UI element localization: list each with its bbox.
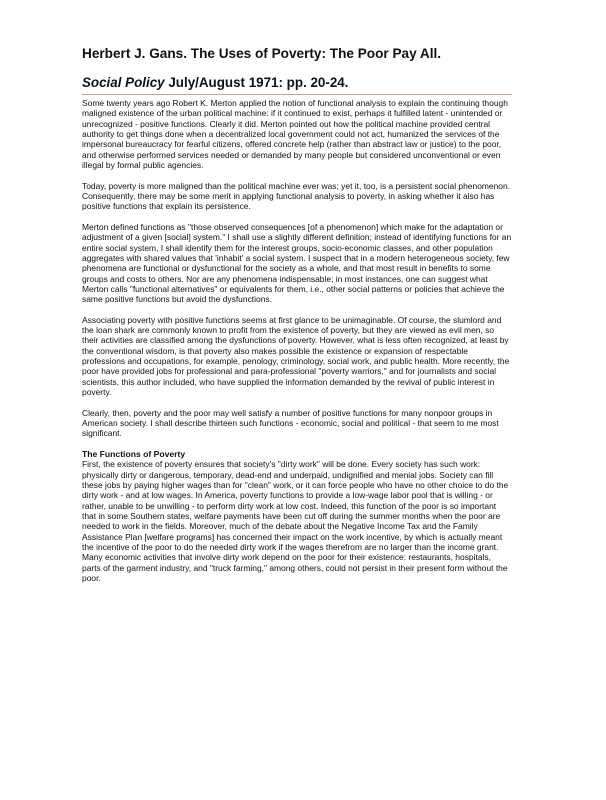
paragraph-1: Some twenty years ago Robert K. Merton applied the notion of functional analysis to explain the continuing though maligned existence of the urban political machine: if it continued to exist, perhaps it fulfilled latent - unintended or unrecognized - positive functions. Clearly it did. Merton pointed out how the political machine provided central authority to get things done when a decentralized local government could not act, humanized the services of the impersonal bureaucracy for fearful citizens, offered concrete help (rather than abstract law or justice) to the poor, and otherwise performed services needed or demanded by many people but considered unconventional or even illegal by formal public agencies. (82, 98, 508, 171)
issue-details: July/August 1971: pp. 20-24. (164, 75, 349, 90)
header-divider (82, 94, 512, 95)
journal-name: Social Policy (82, 75, 165, 90)
citation-line (82, 75, 348, 90)
article-body (82, 98, 512, 594)
paragraph-2: Today, poverty is more maligned than the political machine ever was; yet it, too, is a persistent social phenomenon. Consequently, there may be some merit in applying functional analysis to poverty, in asking whether it also has positive functions that explain its persistence. (82, 180, 511, 212)
paragraph-5: Clearly, then, poverty and the poor may well satisfy a number of positive functions for many nonpoor groups in American society. I shall describe thirteen such functions - economic, social and political - that seem to me most significant. (82, 407, 499, 439)
paragraph-4: Associating poverty with positive functions seems at first glance to be unimaginable. Of course, the slumlord and the loan shark are commonly known to profit from the existence of poverty, but they are viewed as evil men, so their activities are classified among the dysfunctions of poverty. However, what is less often recognized, at least by the conventional wisdom, is that poverty also makes possible the existence or expansion of respectable professions and occupations, for example, penology, criminology, social work, and public health. More recently, the poor have provided jobs for professional and para-professional "poverty warriors," and for journalists and social scientists, this author included, who have supplied the information demanded by the revival of public interest in poverty. (82, 314, 510, 398)
section-heading: The Functions of Poverty (82, 448, 186, 459)
document-title: Herbert J. Gans. The Uses of Poverty: The Poor Pay All. (82, 46, 442, 61)
section-paragraph: First, the existence of poverty ensures that society's "dirty work" will be done. Every society has such work: physically dirty or dangerous, temporary, dead-end and underpaid, undignified and menial jobs. Society can fill these jobs by paying higher wages than for "clean" work, or it can force people who have no other choice to do the dirty work - and at low wages. In America, poverty functions to provide a low-wage labor pool that is willing - or rather, unable to be unwilling - to perform dirty work at low cost. Indeed, this function of the poor is so important that in some Southern states, welfare payments have been cut off during the summer months when the poor are needed to work in the fields. Moreover, much of the debate about the Negative Income Tax and the Family Assistance Plan [welfare programs] has concerned their impact on the work incentive, by which is actually meant the incentive of the poor to do the needed dirty work if the wages therefrom are no larger than the income grant. Many economic activities that involve dirty work depend on the poor for their existence: restaurants, hospitals, parts of the garment industry, and "truck farming," among others, could not persist in their present form without the poor. (82, 459, 509, 584)
paragraph-3: Merton defined functions as "those observed consequences [of a phenomenon] which make for the adaptation or adjustment of a given [social] system." I shall use a slightly different definition; instead of identifying functions for an entire social system, I shall identify them for the interest groups, socio-economic classes, and other population aggregates with shared values that 'inhabit' a social system. I suspect that in a modern heterogeneous society, few phenomena are functional or dysfunctional for the society as a whole, and that most result in benefits to some groups and costs to others. Nor are any phenomena indispensable; in most instances, one can suggest what Merton calls "functional alternatives" or equivalents for them, i.e., other social patterns or policies that achieve the same positive functions but avoid the dysfunctions. (82, 221, 512, 305)
